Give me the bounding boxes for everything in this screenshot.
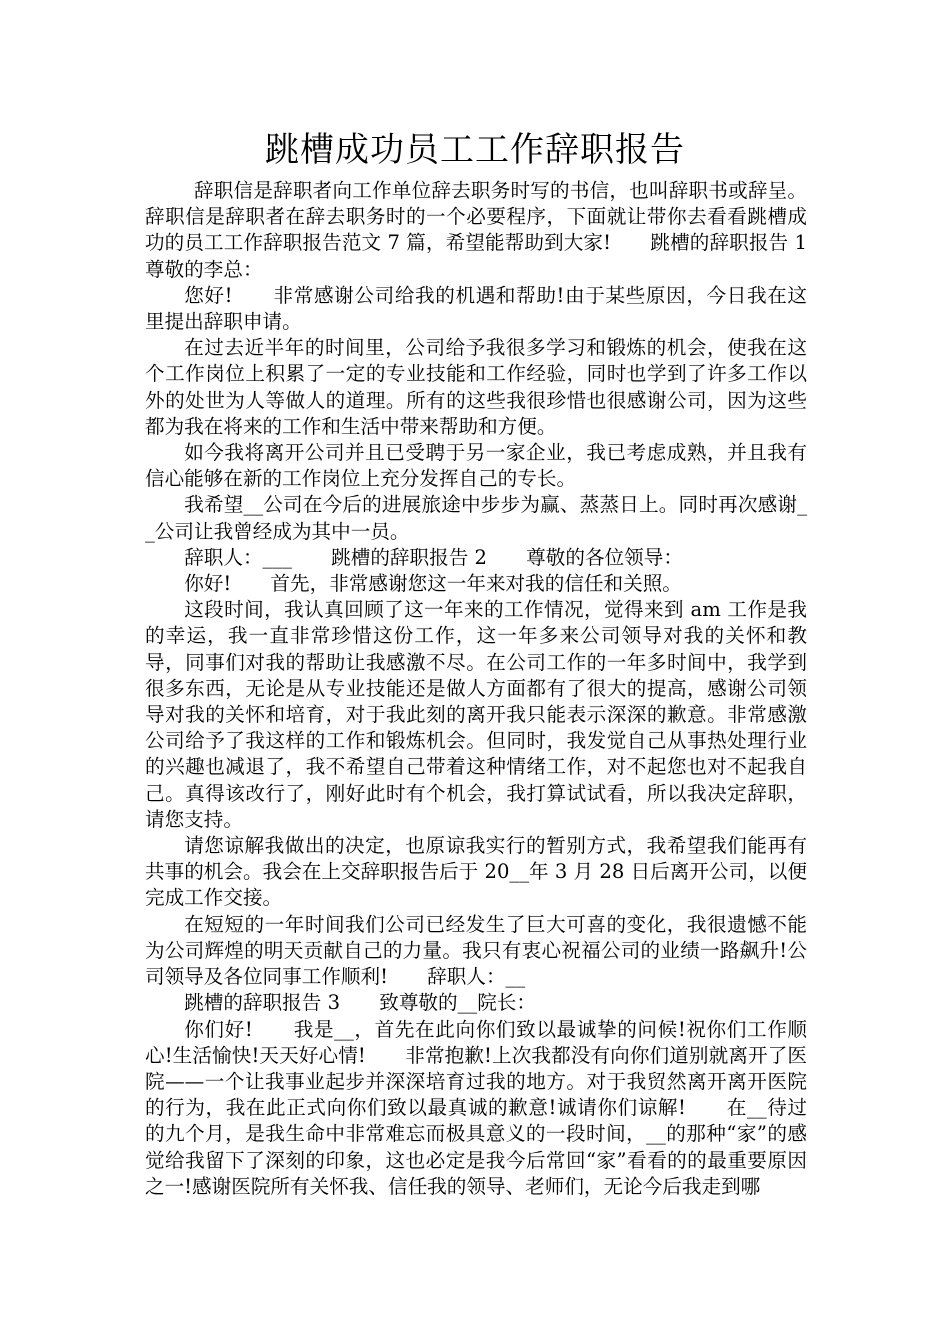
paragraph: 您好! 非常感谢公司给我的机遇和帮助!由于某些原因，今日我在这里提出辞职申请。 [145, 283, 807, 334]
paragraph: 你好! 首先，非常感谢您这一年来对我的信任和关照。 [184, 572, 682, 596]
paragraph: 你们好! 我是__，首先在此向你们致以最诚挚的问候!祝你们工作顺心!生活愉快!天天好心情! 非常抱歉!上次我都没有向你们道别就离开了医院——一个让我事业起步并深深培育过我的地方。对于我贸然离开离开医院的行为，我在此正式向你们致以最真诚的歉意!诚请你们谅解! 在__待过的九个月，是我生命中非常难忘而极具意义的一段时间，__的那种“家”的感觉给我留下了深刻的印象，这也必定是我今后常回“家”看看的的最重要原因之一!感谢医院所有关怀我、信任我的领导、老师们，无论今后我走到哪 [145, 1017, 807, 1198]
paragraph: 跳槽的辞职报告 3 致尊敬的__院长： [184, 991, 536, 1015]
document-title: 跳槽成功员工工作辞职报告 [265, 130, 685, 170]
paragraph: 我希望__公司在今后的进展旅途中步步为赢、蒸蒸日上。同时再次感谢__公司让我曾经成为其中一员。 [145, 493, 807, 543]
document-body [145, 178, 847, 1200]
paragraph: 请您谅解我做出的决定，也原谅我实行的暂别方式，我希望我们能再有共事的机会。我会在上交辞职报告后于 20__年 3 月 28 日后离开公司，以便完成工作交接。 [145, 834, 807, 910]
paragraph-intro: 辞职信是辞职者向工作单位辞去职务时写的书信，也叫辞职书或辞呈。辞职信是辞职者在辞去职务时的一个必要程序，下面就让带你去看看跳槽成功的员工工作辞职报告范文 7 篇，希望能帮助到大家! 跳槽的辞职报告 1 尊敬的李总： [145, 179, 847, 281]
paragraph: 辞职人：___ 跳槽的辞职报告 2 尊敬的各位领导： [184, 545, 683, 569]
paragraph: 在短短的一年时间我们公司已经发生了巨大可喜的变化，我很遗憾不能为公司辉煌的明天贡献自己的力量。我只有衷心祝福公司的业绩一路飙升!公司领导及各位同事工作顺利! 辞职人：__ [145, 912, 807, 989]
paragraph: 这段时间，我认真回顾了这一年来的工作情况，觉得来到 am 工作是我的幸运，我一直非常珍惜这份工作，这一年多来公司领导对我的关怀和教导，同事们对我的帮助让我感激不尽。在公司工作的一年多时间中，我学到很多东西，无论是从专业技能还是做人方面都有了很大的提高，感谢公司领导对我的关怀和培育，对于我此刻的离开我只能表示深深的歉意。非常感激公司给予了我这样的工作和锻炼机会。但同时，我发觉自己从事热处理行业的兴趣也减退了，我不希望自己带着这种情绪工作，对不起您也对不起我自己。真得该改行了，刚好此时有个机会，我打算试试看，所以我决定辞职，请您支持。 [145, 598, 807, 831]
paragraph: 如今我将离开公司并且已受聘于另一家企业，我已考虑成熟，并且我有信心能够在新的工作岗位上充分发挥自己的专长。 [145, 441, 807, 491]
paragraph: 在过去近半年的时间里，公司给予我很多学习和锻炼的机会，使我在这个工作岗位上积累了一定的专业技能和工作经验，同时也学到了许多工作以外的处世为人等做人的道理。所有的这些我很珍惜也很感谢公司，因为这些都为我在将来的工作和生活中带来帮助和方便。 [145, 336, 807, 438]
